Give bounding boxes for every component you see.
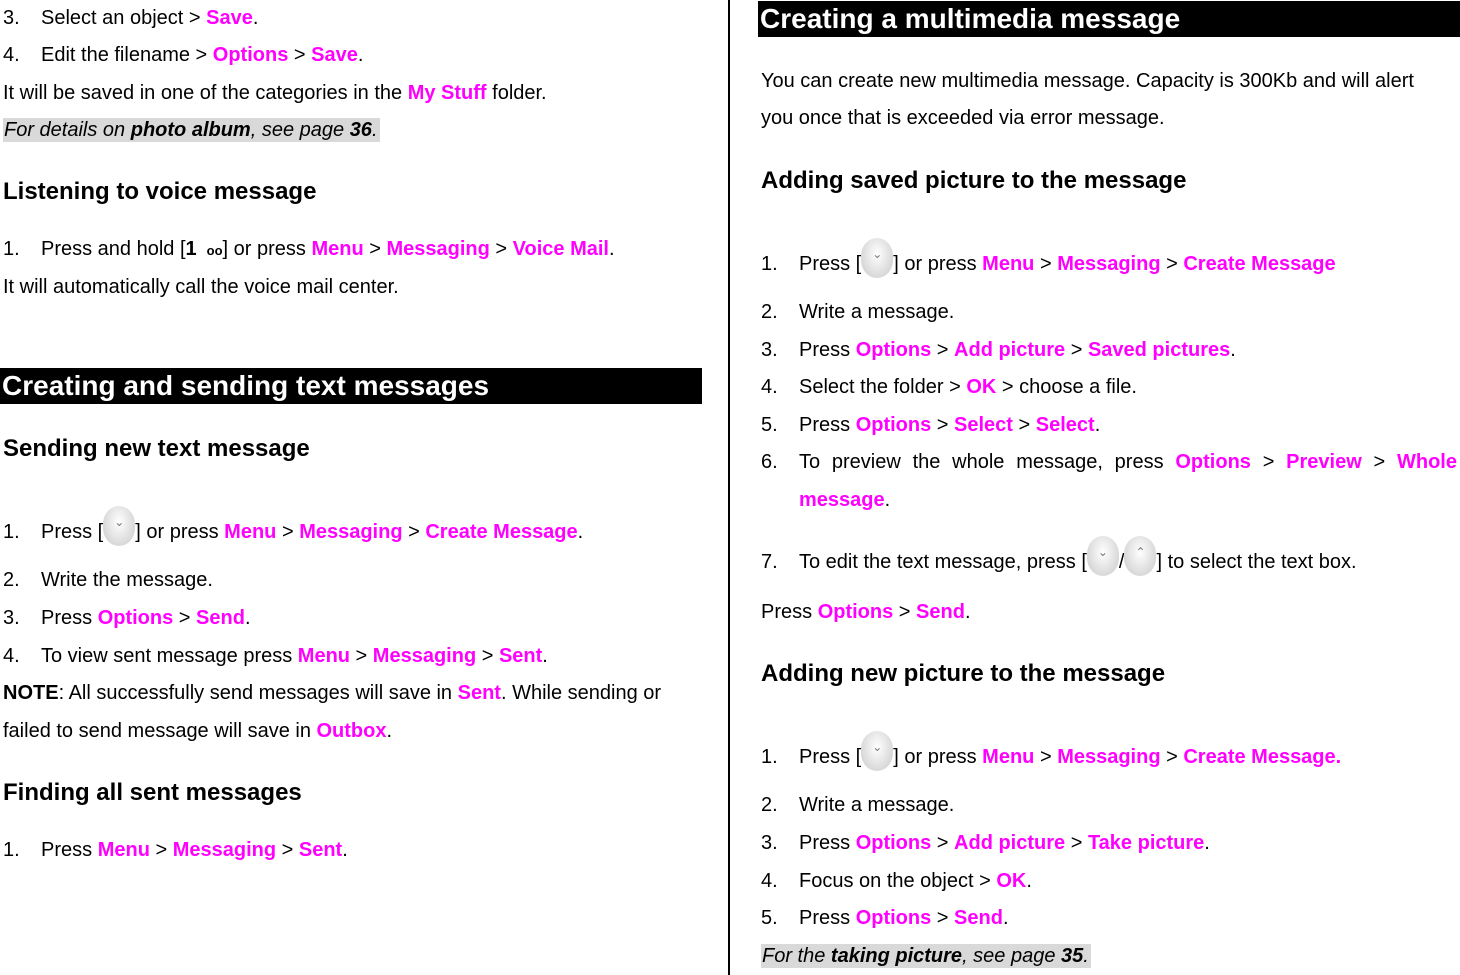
- separator: >: [476, 645, 499, 667]
- list-item: [3, 606, 251, 630]
- punct: .: [577, 521, 584, 543]
- separator: >: [893, 601, 917, 623]
- punct: .: [964, 601, 971, 623]
- text: For the: [762, 945, 831, 967]
- item-text: Edit the filename >: [41, 44, 213, 66]
- text: To view sent message press: [41, 645, 298, 667]
- keyword: Messaging: [172, 839, 277, 861]
- text: Write a message.: [799, 301, 955, 323]
- separator: >: [489, 238, 513, 260]
- item-text: Select an object >: [41, 7, 207, 29]
- item-text: [799, 450, 1457, 474]
- list-item: [761, 338, 1236, 362]
- paragraph: [3, 81, 547, 105]
- down-softkey-icon: ⌄: [1087, 536, 1119, 576]
- list-item: [3, 644, 548, 668]
- text: ] or press: [222, 238, 312, 260]
- text: Focus on the object >: [799, 870, 997, 892]
- keyword: Create Message: [1183, 253, 1336, 275]
- list-item: [3, 6, 258, 30]
- keyword: Menu: [311, 238, 364, 260]
- keyword: Messaging: [1057, 746, 1161, 768]
- item-number: 3.: [761, 339, 778, 361]
- text: , see page: [250, 119, 350, 141]
- separator: >: [1160, 746, 1184, 768]
- separator: >: [1034, 253, 1058, 275]
- paragraph: You can create new multimedia message. Capacity is 300Kb and will alert: [761, 70, 1414, 92]
- text: Press: [799, 832, 856, 854]
- item-number: 2.: [3, 569, 20, 591]
- reference-note: [761, 944, 1091, 968]
- column-divider: [728, 0, 730, 975]
- keyword: Save: [206, 7, 253, 29]
- text: Write the message.: [41, 569, 213, 591]
- item-number: 1.: [3, 521, 20, 543]
- keyword: Options: [855, 339, 932, 361]
- list-item: [761, 869, 1032, 893]
- keyword: Messaging: [1057, 253, 1161, 275]
- section-heading: Adding new picture to the message: [761, 660, 1166, 687]
- list-item: [761, 300, 954, 324]
- item-number: 6.: [761, 451, 778, 473]
- tape-glyph: oo: [206, 243, 223, 258]
- text: Press: [799, 907, 856, 929]
- punct: .: [252, 7, 259, 29]
- text: Press [: [799, 746, 862, 768]
- text: Press and hold [: [41, 238, 186, 260]
- text: . While sending or: [500, 682, 662, 704]
- punct: .: [342, 839, 348, 861]
- list-item: [761, 238, 1336, 284]
- punct: .: [608, 238, 615, 260]
- text: It will be saved in one of the categories in the: [3, 82, 408, 104]
- text: To edit the text message, press [: [799, 551, 1087, 573]
- keyword: Menu: [982, 253, 1035, 275]
- keyword: Messaging: [299, 521, 403, 543]
- page-number: 36: [349, 119, 372, 141]
- separator: >: [1160, 253, 1184, 275]
- keyword: Menu: [297, 645, 350, 667]
- item-number: 1.: [761, 253, 778, 275]
- separator: >: [1034, 746, 1058, 768]
- keyword: Options: [817, 601, 894, 623]
- text: Write a message.: [799, 794, 955, 816]
- keyword: Outbox: [316, 720, 387, 742]
- keyword: Options: [1175, 451, 1251, 473]
- paragraph: you once that is exceeded via error message.: [761, 107, 1165, 129]
- text: : All successfully send messages will save in: [58, 682, 458, 704]
- text: , see page: [962, 945, 1062, 967]
- keyword: Send: [916, 601, 965, 623]
- separator: >: [931, 832, 955, 854]
- text: folder.: [486, 82, 547, 104]
- text: Press: [41, 607, 98, 629]
- separator: >: [402, 521, 426, 543]
- punct: .: [1026, 870, 1032, 892]
- punct: .: [386, 720, 393, 742]
- keyword: Options: [212, 44, 289, 66]
- text: ] to select the text box.: [1156, 551, 1357, 573]
- section-heading: Finding all sent messages: [3, 779, 302, 806]
- list-item: [761, 413, 1100, 437]
- punct: .: [357, 44, 364, 66]
- separator: >: [1361, 451, 1397, 473]
- separator: >: [1065, 339, 1088, 361]
- keyword: Send: [196, 607, 245, 629]
- list-item: [761, 731, 1341, 777]
- list-item: [761, 536, 1357, 582]
- separator: >: [931, 339, 955, 361]
- down-softkey-icon: ⌄: [861, 238, 893, 278]
- punct: .: [542, 645, 548, 667]
- text: Press: [799, 339, 856, 361]
- separator: >: [276, 839, 299, 861]
- reference-note: [3, 118, 380, 142]
- keyword: Voice Mail: [512, 238, 609, 260]
- paragraph: [761, 600, 971, 624]
- list-item: [761, 375, 1137, 399]
- list-item: [3, 237, 615, 263]
- item-number: 2.: [761, 301, 778, 323]
- text: failed to send message will save in: [3, 720, 317, 742]
- item-number: 3.: [761, 832, 778, 854]
- item-number: 7.: [761, 551, 778, 573]
- item-number: 4.: [3, 44, 20, 66]
- keyword: Options: [855, 832, 932, 854]
- punct: .: [1094, 414, 1101, 436]
- item-number: 1.: [3, 238, 20, 260]
- keyword: Sent: [498, 645, 543, 667]
- keyword: Options: [855, 414, 932, 436]
- punct: .: [884, 489, 891, 511]
- text: For details on: [4, 119, 131, 141]
- keyword: Sent: [457, 682, 501, 704]
- key-digit: 1: [185, 238, 207, 260]
- text: ] or press: [135, 521, 225, 543]
- keyword: Add picture: [954, 832, 1066, 854]
- keyword: Saved pictures: [1087, 339, 1231, 361]
- punct: .: [244, 607, 251, 629]
- punct: .: [1204, 832, 1210, 854]
- keyword: OK: [966, 376, 997, 398]
- list-item: [3, 838, 348, 862]
- punct: .: [1002, 907, 1009, 929]
- text: Press: [799, 414, 856, 436]
- item-number: 3.: [3, 7, 20, 29]
- keyword: Add picture: [954, 339, 1066, 361]
- left-column: [0, 0, 705, 975]
- separator: >: [1012, 414, 1036, 436]
- item-number: 5.: [761, 907, 778, 929]
- down-softkey-icon: ⌄: [103, 506, 135, 546]
- text: ] or press: [893, 253, 983, 275]
- keyword: Send: [954, 907, 1003, 929]
- down-softkey-icon: ⌄: [861, 731, 893, 771]
- separator: >: [350, 645, 373, 667]
- list-item: [3, 506, 583, 552]
- topic: taking picture: [830, 945, 963, 967]
- topic: photo album: [130, 119, 251, 141]
- voicemail-key-icon: [186, 237, 223, 263]
- text: Select the folder >: [799, 376, 967, 398]
- punct: .: [371, 119, 378, 141]
- item-number: 4.: [3, 645, 20, 667]
- keyword: Select: [1035, 414, 1095, 436]
- item-number: 1.: [761, 746, 778, 768]
- keyword: Whole: [1397, 451, 1457, 473]
- text: Press: [761, 601, 818, 623]
- separator: >: [288, 44, 312, 66]
- item-number: 3.: [3, 607, 20, 629]
- keyword: Menu: [224, 521, 277, 543]
- list-item: [3, 43, 363, 67]
- keyword: Messaging: [372, 645, 477, 667]
- separator: >: [149, 839, 173, 861]
- keyword: Take picture: [1087, 832, 1205, 854]
- separator: >: [931, 907, 955, 929]
- separator: >: [173, 607, 197, 629]
- separator: /: [1118, 551, 1125, 573]
- text: ] or press: [893, 746, 983, 768]
- keyword: message: [799, 489, 885, 511]
- right-column: [758, 0, 1460, 975]
- punct: .: [1230, 339, 1236, 361]
- keyword: Select: [954, 414, 1013, 436]
- text: > choose a file.: [996, 376, 1137, 398]
- chapter-title: Creating and sending text messages: [0, 368, 702, 404]
- up-softkey-icon: ⌃: [1124, 536, 1156, 576]
- item-number: 1.: [3, 839, 20, 861]
- keyword: Preview: [1286, 451, 1362, 473]
- separator: >: [1250, 451, 1287, 473]
- keyword: Menu: [982, 746, 1035, 768]
- list-item: [761, 906, 1009, 930]
- keyword: OK: [996, 870, 1027, 892]
- page-number: 35: [1061, 945, 1084, 967]
- paragraph: It will automatically call the voice mail center.: [3, 276, 399, 298]
- separator: >: [276, 521, 300, 543]
- item-number: 4.: [761, 376, 778, 398]
- list-item: [761, 831, 1210, 855]
- keyword: Messaging: [386, 238, 490, 260]
- note-label: NOTE: [3, 682, 59, 704]
- note-line: [3, 681, 661, 705]
- punct: .: [1083, 945, 1089, 967]
- separator: >: [931, 414, 955, 436]
- separator: >: [363, 238, 387, 260]
- item-number: 5.: [761, 414, 778, 436]
- list-item: [761, 793, 954, 817]
- list-item: [3, 568, 213, 592]
- text: Press [: [799, 253, 862, 275]
- text: Press [: [41, 521, 104, 543]
- chapter-title: Creating a multimedia message: [758, 1, 1460, 37]
- note-line: [3, 719, 392, 743]
- keyword: Sent: [298, 839, 343, 861]
- text: Press: [41, 839, 98, 861]
- keyword: Menu: [97, 839, 150, 861]
- section-heading: Adding saved picture to the message: [761, 167, 1187, 194]
- section-heading: Listening to voice message: [3, 178, 317, 205]
- keyword: Create Message.: [1183, 746, 1342, 768]
- keyword: Create Message: [425, 521, 578, 543]
- list-item-continuation: [799, 488, 890, 512]
- item-number: 4.: [761, 870, 778, 892]
- keyword: Options: [855, 907, 932, 929]
- keyword: My Stuff: [407, 82, 487, 104]
- keyword: Save: [311, 44, 358, 66]
- keyword: Options: [97, 607, 174, 629]
- separator: >: [1065, 832, 1088, 854]
- section-heading: Sending new text message: [3, 435, 310, 462]
- text: To preview the whole message, press: [799, 451, 1176, 473]
- item-number: 2.: [761, 794, 778, 816]
- list-item: [761, 450, 1457, 474]
